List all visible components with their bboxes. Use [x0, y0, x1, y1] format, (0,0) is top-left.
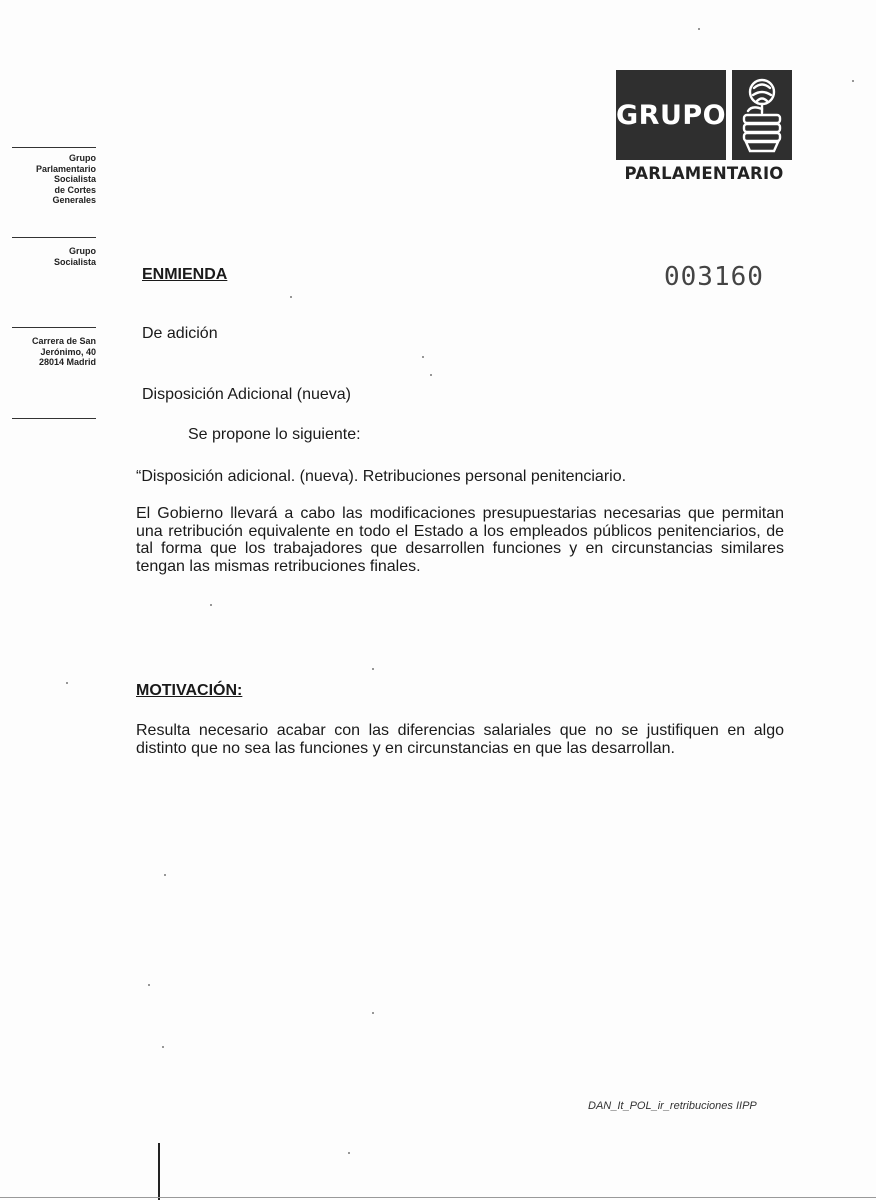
scan-speck	[698, 28, 700, 30]
document-title: ENMIENDA	[142, 266, 228, 283]
amendment-type: De adición	[142, 325, 218, 342]
party-logo	[616, 70, 792, 183]
file-reference: DAN_It_POL_ir_retribuciones IIPP	[588, 1100, 757, 1112]
sidebar-divider	[12, 327, 96, 328]
page-edge	[0, 1197, 876, 1198]
sidebar-divider	[12, 418, 96, 419]
scan-speck	[290, 296, 292, 298]
rose-fist-icon	[732, 70, 792, 160]
body-paragraph: El Gobierno llevará a cabo las modificaciones presupuestarias necesarias que permitan una retribución equivalente en todo el Estado a los empleados públicos penitenciarios, de tal forma que los trabajadores que desarrollen funciones y en circunstancias similares tengan las mismas retribuciones finales.	[136, 505, 784, 575]
sidebar-divider	[12, 147, 96, 148]
quote-title: “Disposición adicional. (nueva). Retribuciones personal penitenciario.	[136, 468, 627, 485]
margin-mark	[158, 1143, 160, 1200]
scan-speck	[210, 604, 212, 606]
scan-speck	[66, 682, 68, 684]
motivation-paragraph: Resulta necesario acabar con las diferencias salariales que no se justifiquen en algo distinto que no sea las funciones y en circunstancias en que las desarrollan.	[136, 722, 784, 757]
scan-speck	[372, 1012, 374, 1014]
scan-speck	[422, 356, 424, 358]
scan-speck	[372, 668, 374, 670]
logo-subtitle: PARLAMENTARIO	[624, 164, 784, 183]
scan-speck	[430, 374, 432, 376]
scan-speck	[162, 1046, 164, 1048]
section-title: Disposición Adicional (nueva)	[142, 386, 351, 403]
sidebar-address: Carrera de San Jerónimo, 40 28014 Madrid	[31, 336, 96, 367]
intro-text: Se propone lo siguiente:	[188, 426, 361, 443]
sidebar-divider	[12, 237, 96, 238]
scan-speck	[852, 80, 854, 82]
scan-speck	[164, 874, 166, 876]
logo-word: GRUPO	[616, 70, 726, 160]
motivation-heading: MOTIVACIÓN:	[136, 682, 243, 699]
document-number: 003160	[664, 262, 764, 292]
sidebar-group-short: Grupo Socialista	[53, 246, 96, 267]
scan-speck	[348, 1152, 350, 1154]
scan-speck	[148, 984, 150, 986]
sidebar-group-name: Grupo Parlamentario Socialista de Cortes Generales	[35, 153, 96, 205]
